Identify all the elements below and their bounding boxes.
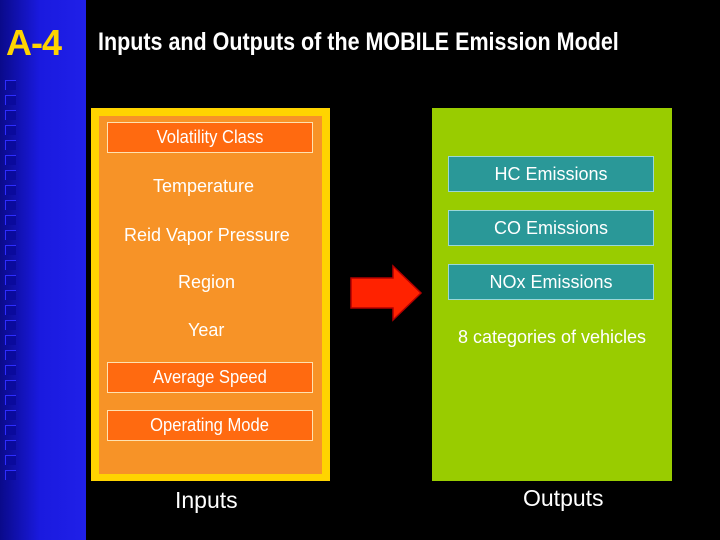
output-vehicle-categories-note: 8 categories of vehicles	[457, 327, 647, 347]
inputs-caption: Inputs	[175, 487, 238, 513]
bullet-square	[5, 380, 16, 390]
input-region: Region	[178, 272, 236, 292]
input-operating-mode	[107, 410, 313, 441]
bullet-square	[5, 200, 16, 210]
slide-number: A-4	[6, 22, 62, 63]
input-operating-mode-label: Operating Mode	[150, 415, 270, 435]
bullet-square	[5, 95, 16, 105]
bullet-square	[5, 140, 16, 150]
bullet-square	[5, 260, 16, 270]
bullet-square	[5, 350, 16, 360]
input-volatility-class-label: Volatility Class	[156, 127, 264, 147]
bullet-square	[5, 215, 16, 225]
bullet-square	[5, 335, 16, 345]
bullet-square	[5, 170, 16, 180]
input-average-speed	[107, 362, 313, 393]
bullet-square	[5, 440, 16, 450]
output-hc-emissions: HC Emissions	[448, 156, 654, 192]
bullet-square	[5, 395, 16, 405]
bullet-square	[5, 320, 16, 330]
bullet-square	[5, 290, 16, 300]
input-volatility-class	[107, 122, 313, 153]
bullet-square	[5, 155, 16, 165]
right-arrow-icon	[349, 264, 423, 322]
bullet-square	[5, 230, 16, 240]
bullet-square	[5, 365, 16, 375]
bullet-square	[5, 125, 16, 135]
slide-title: Inputs and Outputs of the MOBILE Emission Model	[98, 28, 619, 56]
bullet-square	[5, 110, 16, 120]
bullet-square	[5, 245, 16, 255]
input-temperature: Temperature	[153, 176, 255, 196]
input-reid-vapor-pressure: Reid Vapor Pressure	[124, 225, 290, 245]
bullet-square	[5, 410, 16, 420]
bullet-square-column	[5, 80, 17, 490]
bullet-square	[5, 470, 16, 480]
outputs-caption: Outputs	[523, 485, 604, 511]
bullet-square	[5, 455, 16, 465]
input-year: Year	[188, 320, 225, 340]
input-average-speed-label: Average Speed	[153, 367, 267, 387]
bullet-square	[5, 275, 16, 285]
output-co-emissions: CO Emissions	[448, 210, 654, 246]
bullet-square	[5, 305, 16, 315]
bullet-square	[5, 185, 16, 195]
bullet-square	[5, 80, 16, 90]
output-nox-emissions: NOx Emissions	[448, 264, 654, 300]
bullet-square	[5, 425, 16, 435]
